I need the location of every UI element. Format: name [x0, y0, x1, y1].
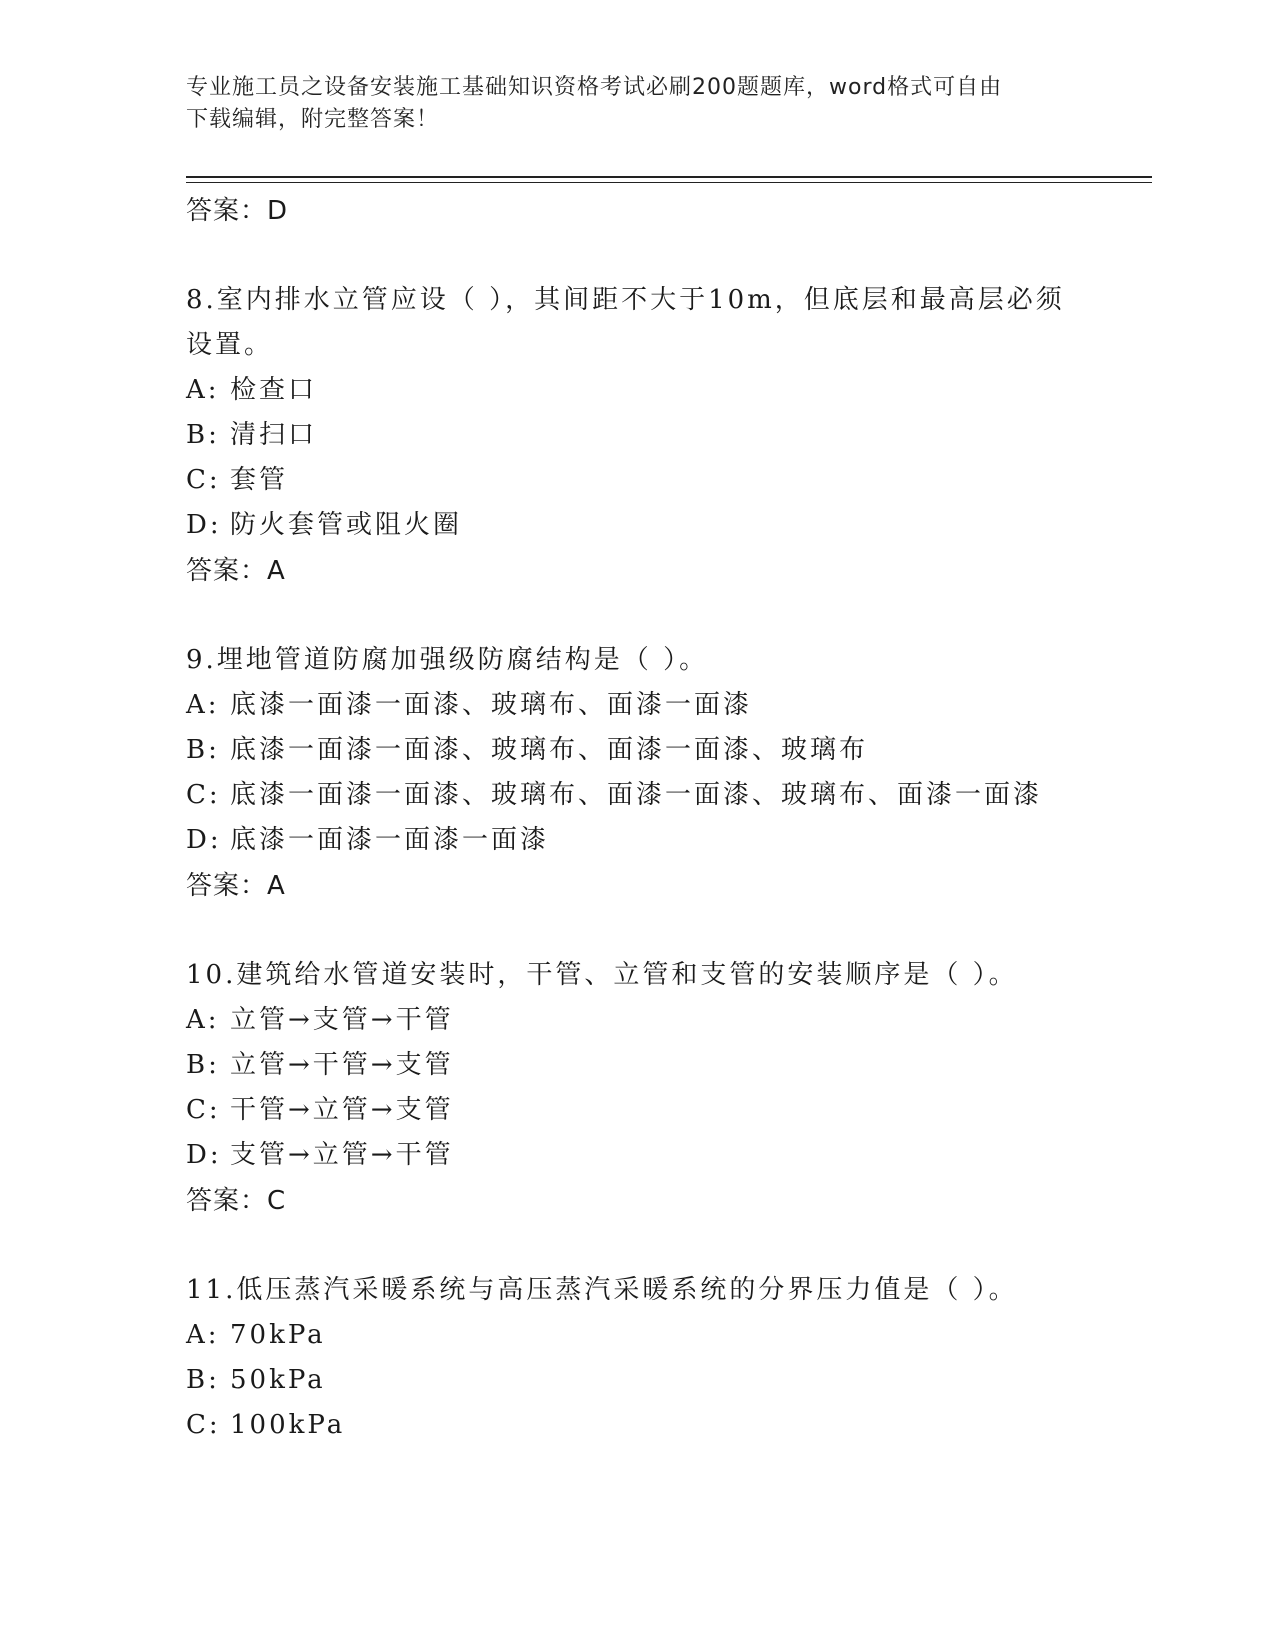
- option-letter: A:: [186, 1005, 220, 1035]
- option-d: [186, 1133, 1152, 1178]
- option-text: 立管→干管→支管: [230, 1050, 454, 1080]
- option-letter: D:: [186, 1140, 222, 1170]
- header-divider-thick: [186, 176, 1152, 178]
- header-line-2: 下载编辑，附完整答案！: [186, 107, 440, 132]
- header-divider-thin: [186, 182, 1152, 183]
- question-stem: [186, 1268, 1152, 1313]
- option-letter: D:: [186, 825, 222, 855]
- option-text: 立管→支管→干管: [230, 1005, 454, 1035]
- spacer: [186, 1224, 1152, 1268]
- answer: 答案：A: [186, 556, 286, 586]
- option-a: [186, 998, 1152, 1043]
- spacer: [186, 594, 1152, 638]
- option-text: 套管: [230, 465, 289, 495]
- option-letter: C:: [186, 780, 221, 810]
- question-stem-line-1: 10.建筑给水管道安装时，干管、立管和支管的安装顺序是（ ）。: [186, 960, 1018, 990]
- question-stem-line-1: 9.埋地管道防腐加强级防腐结构是（ ）。: [186, 645, 709, 675]
- question-content: [186, 188, 1152, 1448]
- option-letter: B:: [186, 1050, 220, 1080]
- question-stem-line-2: 设置。: [186, 330, 274, 360]
- option-d: [186, 818, 1152, 863]
- option-d: [186, 503, 1152, 548]
- option-text: 70kPa: [230, 1320, 326, 1350]
- option-text: 支管→立管→干管: [230, 1140, 454, 1170]
- option-b: [186, 728, 1152, 773]
- question-9: [186, 638, 1152, 909]
- option-text: 干管→立管→支管: [230, 1095, 454, 1125]
- question-stem: [186, 278, 1152, 368]
- question-stem-line-1: 8.室内排水立管应设（ ），其间距不大于10m，但底层和最高层必须: [186, 285, 1065, 315]
- spacer: [186, 234, 1152, 278]
- question-stem: [186, 638, 1152, 683]
- option-letter: C:: [186, 1410, 221, 1440]
- option-c: [186, 773, 1152, 818]
- question-11: [186, 1268, 1152, 1448]
- option-c: [186, 458, 1152, 503]
- option-text: 50kPa: [230, 1365, 326, 1395]
- option-letter: A:: [186, 690, 220, 720]
- option-letter: D:: [186, 510, 222, 540]
- spacer: [186, 909, 1152, 953]
- answer: 答案：A: [186, 871, 286, 901]
- option-text: 检查口: [230, 375, 318, 405]
- option-a: [186, 1313, 1152, 1358]
- option-letter: A:: [186, 1320, 220, 1350]
- question-stem-line-1: 11.低压蒸汽采暖系统与高压蒸汽采暖系统的分界压力值是（ ）。: [186, 1275, 1018, 1305]
- header-line-1: 专业施工员之设备安装施工基础知识资格考试必刷200题题库，word格式可自由: [186, 75, 1003, 100]
- option-c: [186, 1088, 1152, 1133]
- option-c: [186, 1403, 1152, 1448]
- option-b: [186, 413, 1152, 458]
- previous-answer: 答案：D: [186, 196, 289, 226]
- option-letter: B:: [186, 1365, 220, 1395]
- option-text: 底漆一面漆一面漆一面漆: [230, 825, 550, 855]
- option-b: [186, 1043, 1152, 1088]
- option-a: [186, 683, 1152, 728]
- option-b: [186, 1358, 1152, 1403]
- question-10: [186, 953, 1152, 1224]
- option-text: 清扫口: [230, 420, 318, 450]
- question-8: [186, 278, 1152, 594]
- option-text: 底漆一面漆一面漆、玻璃布、面漆一面漆: [230, 690, 753, 720]
- option-text: 防火套管或阻火圈: [230, 510, 463, 540]
- option-letter: B:: [186, 420, 220, 450]
- option-letter: C:: [186, 465, 221, 495]
- answer: 答案：C: [186, 1186, 287, 1216]
- option-letter: C:: [186, 1095, 221, 1125]
- question-stem: [186, 953, 1152, 998]
- option-letter: B:: [186, 735, 220, 765]
- page-header: [186, 72, 1066, 136]
- option-text: 100kPa: [230, 1410, 346, 1440]
- option-letter: A:: [186, 375, 220, 405]
- option-a: [186, 368, 1152, 413]
- option-text: 底漆一面漆一面漆、玻璃布、面漆一面漆、玻璃布、面漆一面漆: [230, 780, 1043, 810]
- option-text: 底漆一面漆一面漆、玻璃布、面漆一面漆、玻璃布: [230, 735, 869, 765]
